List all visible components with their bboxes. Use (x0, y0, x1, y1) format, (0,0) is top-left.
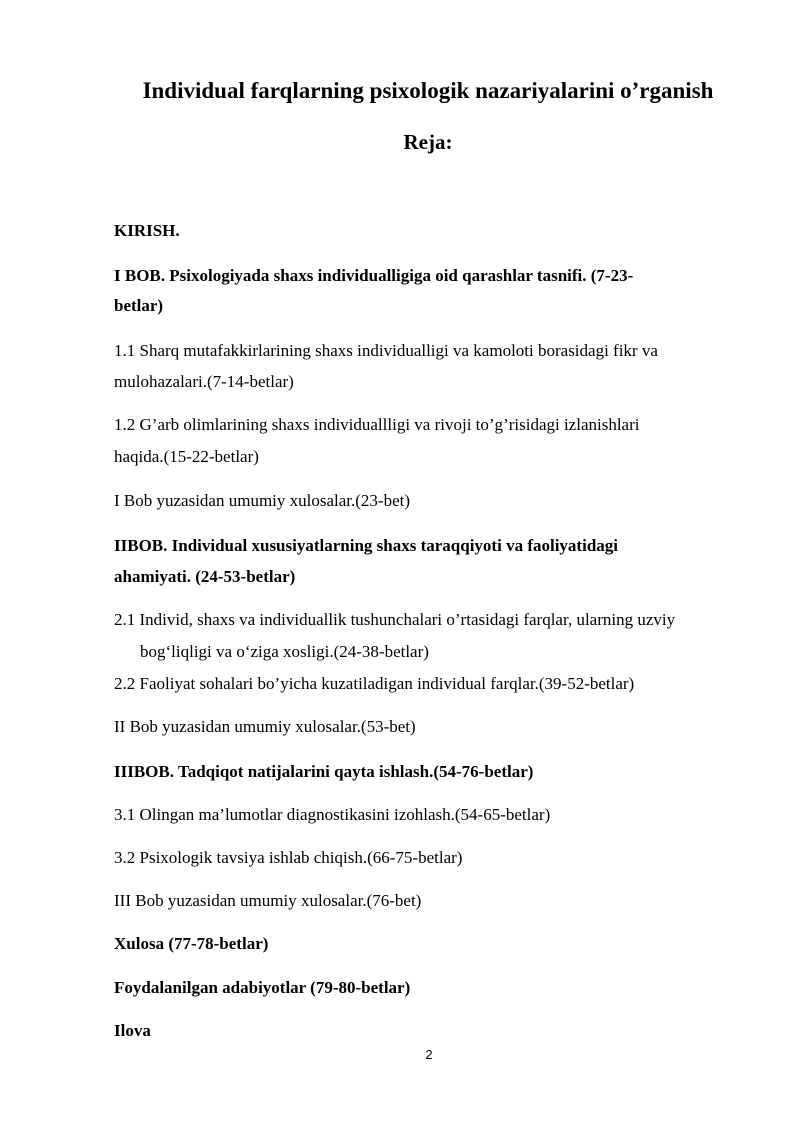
toc-section-1-1-cont: mulohazalari.(7-14-betlar) (114, 372, 294, 391)
toc-section-1-1: 1.1 Sharq mutafakkirlarining shaxs individualligi va kamoloti borasidagi fikr va (114, 341, 658, 360)
toc-chapter-2-summary: II Bob yuzasidan umumiy xulosalar.(53-bet) (114, 717, 416, 736)
toc-section-1-2-cont: haqida.(15-22-betlar) (114, 447, 259, 466)
toc-chapter-2-cont: ahamiyati. (24-53-betlar) (114, 567, 296, 586)
toc-chapter-1-summary: I Bob yuzasidan umumiy xulosalar.(23-bet) (114, 491, 411, 510)
toc-section-3-2: 3.2 Psixologik tavsiya ishlab chiqish.(66-75-betlar) (114, 848, 463, 867)
toc-section-3-1: 3.1 Olingan ma’lumotlar diagnostikasini izohlash.(54-65-betlar) (114, 805, 551, 824)
toc-chapter-2: IIBOB. Individual xususiyatlarning shaxs taraqqiyoti va faoliyatidagi (114, 536, 618, 555)
toc-chapter-1-cont: betlar) (114, 296, 164, 315)
toc-chapter-3-summary: III Bob yuzasidan umumiy xulosalar.(76-bet) (114, 891, 422, 910)
toc-section-2-1-cont: bog‘liqligi va o‘ziga xosligi.(24-38-betlar) (140, 642, 429, 661)
toc-appendix: Ilova (114, 1021, 151, 1040)
toc-section-2-1: 2.1 Individ, shaxs va individuallik tushunchalari o’rtasidagi farqlar, ularning uzviy (114, 610, 676, 629)
toc-chapter-3: IIIBOB. Tadqiqot natijalarini qayta ishlash.(54-76-betlar) (114, 762, 534, 781)
toc-section-1-2: 1.2 G’arb olimlarining shaxs individuallligi va rivoji to’g’risidagi izlanishlari (114, 415, 640, 434)
toc-chapter-1: I BOB. Psixologiyada shaxs individualligiga oid qarashlar tasnifi. (7-23- (114, 266, 634, 285)
toc-section-2-2: 2.2 Faoliyat sohalari bo’yicha kuzatiladigan individual farqlar.(39-52-betlar) (114, 674, 635, 693)
page-number: 2 (425, 1047, 433, 1062)
toc-conclusion: Xulosa (77-78-betlar) (114, 934, 269, 953)
plan-heading: Reja: (403, 130, 453, 154)
toc-references: Foydalanilgan adabiyotlar (79-80-betlar) (114, 978, 411, 997)
document-title: Individual farqlarning psixologik nazariyalarini o’rganish (142, 78, 714, 103)
toc-introduction: KIRISH. (114, 221, 180, 240)
